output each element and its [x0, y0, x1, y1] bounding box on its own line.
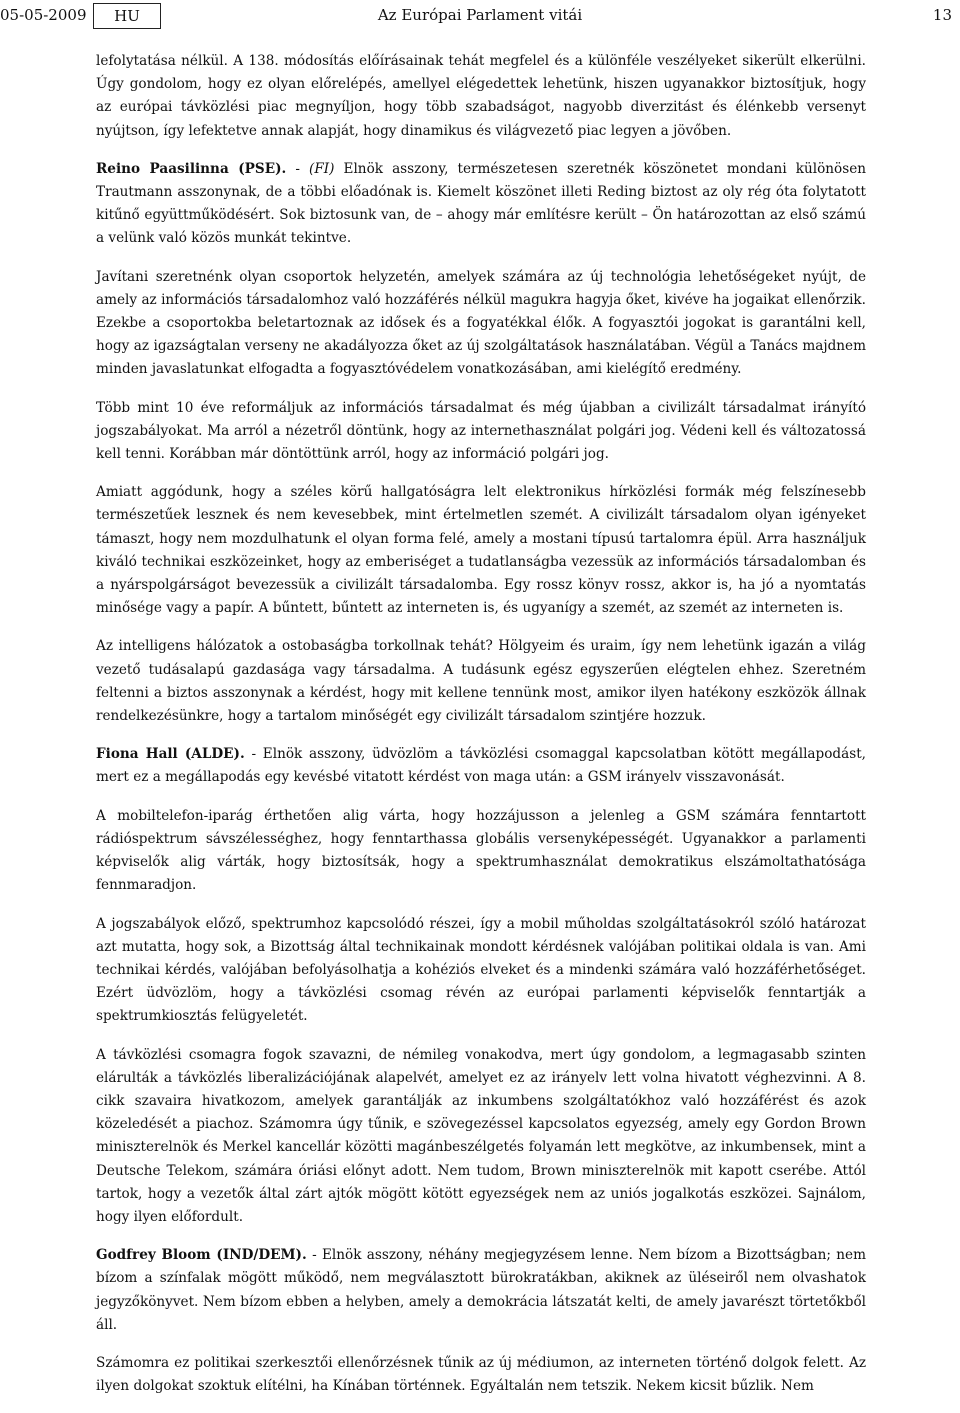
document-body — [96, 50, 866, 1413]
paragraph-text: Amiatt aggódunk, hogy a széles körű hallgatóságra lelt elektronikus hírközlési formák még felszínesebb természetűek lesznek és nem kevesebbek, mint értelmetlen szemét. A civilizált társadalom olyan igényeket támaszt, hogy nem mozdulhatunk el olyan forma felé, amely a mostani típusú tartalomra épül. Arra használjuk kiváló technikai eszközeinket, hogy az emberiséget a tudatlanságba vezessük az információs társadalomban és a nyárspolgárságot bevezessük a civilizált társadalomba. Egy rossz könyv rossz, akkor is, ha jó a nyomtatás minősége vagy a papír. A bűntett, bűntett az interneten is, és ugyanígy a szemét, az szemét az interneten is. — [96, 484, 866, 617]
header-date: 05-05-2009 — [0, 6, 87, 24]
language-tag: (FI) — [309, 160, 335, 177]
speaker-separator: - — [306, 1247, 322, 1264]
speaker-name: Fiona Hall (ALDE). — [96, 746, 245, 763]
speaker-paragraph — [96, 158, 866, 251]
page-number: 13 — [932, 6, 952, 24]
paragraph — [96, 635, 866, 728]
paragraph-text: Számomra ez politikai szerkesztői ellenőrzésnek tűnik az új médiumon, az interneten történő dolgok felett. Az ilyen dolgokat szoktuk elítélni, ha Kínában történnek. Egyáltalán nem tetszik. Nekem kicsit bűzlik. Nem — [96, 1354, 866, 1395]
speaker-separator: - — [244, 746, 263, 763]
paragraph — [96, 397, 866, 467]
paragraph-text: Elnök asszony, természetesen szeretnék köszönetet mondani különösen Trautmann asszonynak, de a többi előadónak is. Kiemelt köszönet illeti Reding biztost az oly rég óta folytatott kitűnő együttműködésért. Sok biztosunk van, de – ahogy már említésre került – Ön határozottan az első számú a velünk való közös munkát tekintve. — [96, 160, 866, 247]
paragraph-text: Elnök asszony, üdvözlöm a távközlési csomaggal kapcsolatban kötött megállapodást, mert ez a megállapodás egy kevésbé vitatott kérdést von maga után: a GSM irányelv visszavonását. — [96, 746, 866, 786]
speaker-paragraph — [96, 743, 866, 789]
paragraph — [96, 50, 866, 143]
paragraph — [96, 913, 866, 1029]
paragraph — [96, 1044, 866, 1230]
paragraph-text: Elnök asszony, néhány megjegyzésem lenne. Nem bízom a Bizottságban; nem bízom a színfalak mögött működő, nem megválasztott bürokratákban, akiknek az üléseiről nem olvashatok jegyzőkönyvet. Nem bízom ebben a helyben, amely a demokrácia látszatát kelti, de amely javarészt törtetőkből áll. — [96, 1247, 866, 1333]
paragraph-text: A mobiltelefon-iparág érthetően alig várta, hogy hozzájusson a jelenleg a GSM számára fenntartott rádióspektrum sávszélességhez, hogy fenntarthassa globális versenyképességét. Ugyanakkor a parlamenti képviselők alig várták, hogy biztosítsák, hogy a spektrumhasználat demokratikus elszámoltathatósága fennmaradjon. — [96, 807, 866, 894]
paragraph-text: lefolytatása nélkül. A 138. módosítás előírásainak tehát megfelel és a különféle veszélyeket sikerült elkerülni. Úgy gondolom, hogy ez olyan előrelépés, amellyel elégedettek lehetünk, hiszen ugyanakkor biztosítjuk, hogy az európai távközlési piac megnyíljon, hogy több szabadságot, nagyobb diverzitást és élénkebb versenyt nyújtson, így lefektetve annak alapját, hogy dinamikus és világvezető piac legyen a jövőben. — [96, 53, 866, 139]
document-title: Az Európai Parlament vitái — [377, 6, 583, 24]
paragraph — [96, 805, 866, 898]
paragraph-text: A jogszabályok előző, spektrumhoz kapcsolódó részei, így a mobil műholdas szolgáltatásokról szóló határozat azt mutatta, hogy sok, a Bizottság által technikainak mondott kérdésnek valójában politikai oldala is van. Ami technikai kérdés, valójában befolyásolhatja a kohéziós elveket és a mindenki számára való hozzáférhetőséget. Ezért üdvözlöm, hogy a távközlési csomag révén az európai parlamenti képviselők fenntartják a spektrumkiosztás felügyeletét. — [96, 915, 866, 1025]
speaker-paragraph — [96, 1244, 866, 1337]
paragraph — [96, 1352, 866, 1398]
language-box: HU — [93, 3, 161, 29]
speaker-separator: - — [286, 160, 310, 177]
paragraph — [96, 266, 866, 382]
paragraph-text: Javítani szeretnénk olyan csoportok helyzetén, amelyek számára az új technológia lehetőségeket nyújt, de amely az információs társadalomhoz való hozzáférés nélkül magukra hagyja őket, kivéve ha jogaikat ellenőrzik. Ezekbe a csoportokba beletartoznak az idősek és a fogyatékkal élők. A fogyasztói jogokat is garantálni kell, hogy az igazságtalan verseny ne akadályozza őket az új szolgáltatások használatában. Végül a Tanács majdnem minden javaslatunkat elfogadta a fogyasztóvédelem vonatkozásában, ami kielégítő eredmény. — [96, 268, 866, 378]
speaker-name: Godfrey Bloom (IND/DEM). — [96, 1247, 307, 1264]
page-header — [0, 0, 960, 34]
paragraph-text: Több mint 10 éve reformáljuk az információs társadalmat és még újabban a civilizált társadalmat irányító jogszabályokat. Ma arról a nézetről döntünk, hogy az internethasználat polgári jog. Védeni kell és változatossá kell tenni. Korábban már döntöttünk arról, hogy az információ polgári jog. — [96, 399, 866, 463]
paragraph-text: A távközlési csomagra fogok szavazni, de némileg vonakodva, mert úgy gondolom, a legmagasabb szinten elárulták a távközlés liberalizációjának alapelvét, amelyet ez az irányelv lett volna hivatott véghezvinni. A 8. cikk szavaira hivatkozom, amelyek garantálják az inkumbens szolgáltatókhoz való hozzáférést és azok közeledését a piachoz. Számomra úgy tűnik, e szövegezéssel kapcsolatos egyezség, amely egy Gordon Brown miniszterelnök és Merkel kancellár közötti magánbeszélgetés folyamán lett megkötve, az inkumbensek, mint a Deutsche Telekom, számára óriási előnyt adott. Nem tudom, Brown miniszterelnök mit kapott cserébe. Attól tartok, hogy a vezetők által zárt ajtók mögött kötött egyezségek nem az uniós jogalkotás eszközei. Sajnálom, hogy ilyen előfordult. — [96, 1046, 866, 1225]
paragraph-text: Az intelligens hálózatok a ostobaságba torkollnak tehát? Hölgyeim és uraim, így nem lehetünk igazán a világ vezető tudásalapú gazdasága vagy társadalma. A tudásunk egész egyszerűen elégtelen ehhez. Szeretném feltenni a biztos asszonynak a kérdést, hogy mit kellene tennünk most, amikor ilyen hatékony eszközök állnak rendelkezésünkre, hogy a tartalom minőségét egy civilizált társadalom szintjére hozzuk. — [96, 638, 866, 725]
speaker-name: Reino Paasilinna (PSE). — [96, 160, 287, 177]
paragraph — [96, 481, 866, 620]
